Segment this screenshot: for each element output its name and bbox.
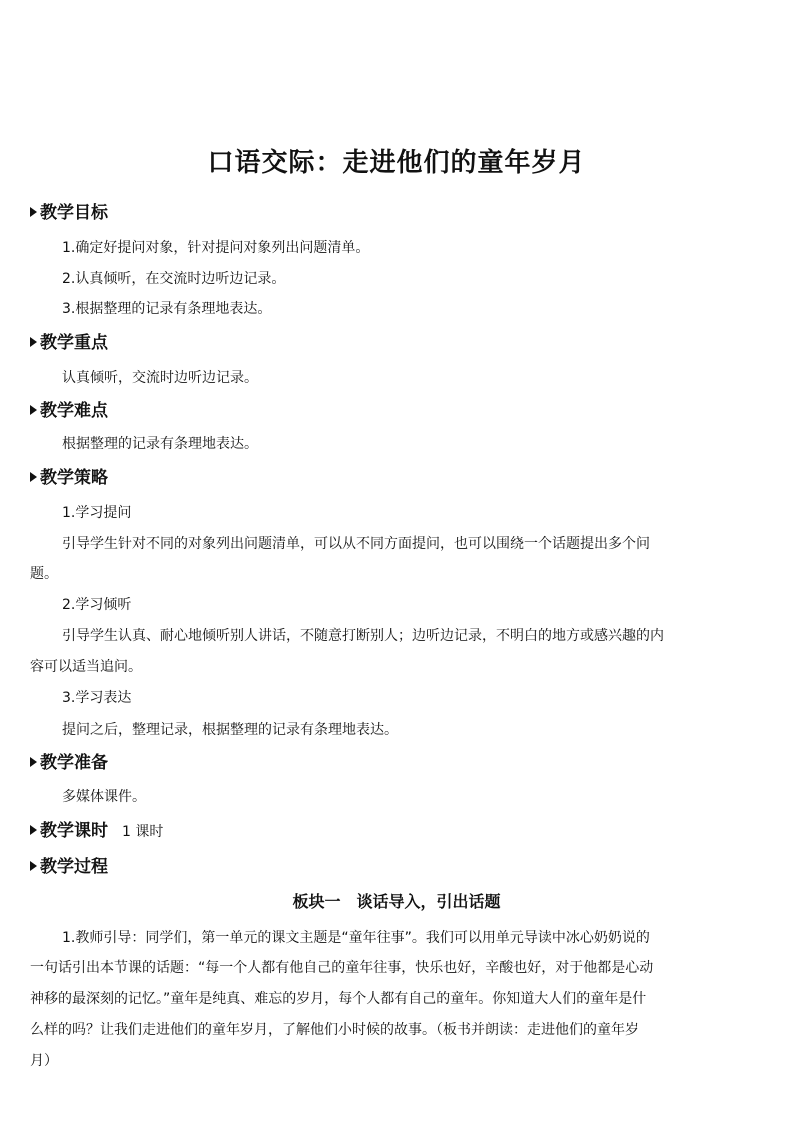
process-paragraph-line: 1.教师引导：同学们，第一单元的课文主题是“童年往事”。我们可以用单元导读中冰心奶奶说的	[62, 930, 650, 946]
process-paragraph-line: 一句话引出本节课的话题：“每一个人都有他自己的童年往事，快乐也好，辛酸也好，对于他都是心动	[30, 960, 654, 976]
triangle-bullet-icon	[30, 405, 37, 415]
process-paragraph-line: 神移的最深刻的记忆。”童年是纯真、难忘的岁月，每个人都有自己的童年。你知道大人们的童年是什	[30, 991, 647, 1007]
objective-item: 3.根据整理的记录有条理地表达。	[62, 301, 272, 317]
strategy-label: 3.学习表达	[62, 690, 132, 706]
strategy-text: 容可以适当追问。	[30, 659, 142, 675]
section-heading-periods	[30, 819, 163, 844]
key-points-text: 认真倾听，交流时边听边记录。	[62, 370, 258, 386]
objective-item: 2.认真倾听，在交流时边听边记录。	[62, 271, 286, 287]
triangle-bullet-icon	[30, 825, 37, 835]
process-paragraph-line: 月）	[30, 1053, 58, 1069]
section-heading-label: 教学目标	[40, 203, 108, 223]
page-title: 口语交际：走进他们的童年岁月	[207, 148, 586, 178]
triangle-bullet-icon	[30, 337, 37, 347]
process-paragraph-line: 么样的吗？让我们走进他们的童年岁月，了解他们小时候的故事。（板书并朗读：走进他们的童年岁	[30, 1022, 639, 1038]
strategy-text: 提问之后，整理记录，根据整理的记录有条理地表达。	[62, 722, 398, 738]
strategy-label: 1.学习提问	[62, 505, 132, 521]
triangle-bullet-icon	[30, 472, 37, 482]
strategy-label: 2.学习倾听	[62, 597, 132, 613]
periods-value: 1 课时	[122, 824, 164, 840]
strategy-text: 题。	[30, 566, 58, 582]
section-heading-key-points	[30, 331, 108, 355]
section-heading-label: 教学过程	[40, 857, 108, 877]
section-heading-strategies	[30, 466, 108, 490]
section-heading-preparation	[30, 751, 108, 775]
objective-item: 1.确定好提问对象，针对提问对象列出问题清单。	[62, 240, 370, 256]
section-heading-label: 教学课时	[40, 821, 108, 841]
block-title: 板块一 谈话导入，引出话题	[292, 892, 501, 911]
triangle-bullet-icon	[30, 757, 37, 767]
preparation-text: 多媒体课件。	[62, 789, 146, 805]
section-heading-objectives	[30, 201, 108, 225]
triangle-bullet-icon	[30, 207, 37, 217]
triangle-bullet-icon	[30, 861, 37, 871]
section-heading-process	[30, 855, 108, 879]
strategy-text: 引导学生针对不同的对象列出问题清单，可以从不同方面提问，也可以围绕一个话题提出多个问	[62, 536, 650, 552]
section-heading-label: 教学重点	[40, 333, 108, 353]
section-heading-label: 教学策略	[40, 468, 108, 488]
section-heading-label: 教学准备	[40, 753, 108, 773]
strategy-text: 引导学生认真、耐心地倾听别人讲话，不随意打断别人；边听边记录，不明白的地方或感兴趣的内	[62, 628, 664, 644]
section-heading-label: 教学难点	[40, 401, 108, 421]
section-heading-difficulties	[30, 399, 108, 423]
difficulties-text: 根据整理的记录有条理地表达。	[62, 436, 258, 452]
